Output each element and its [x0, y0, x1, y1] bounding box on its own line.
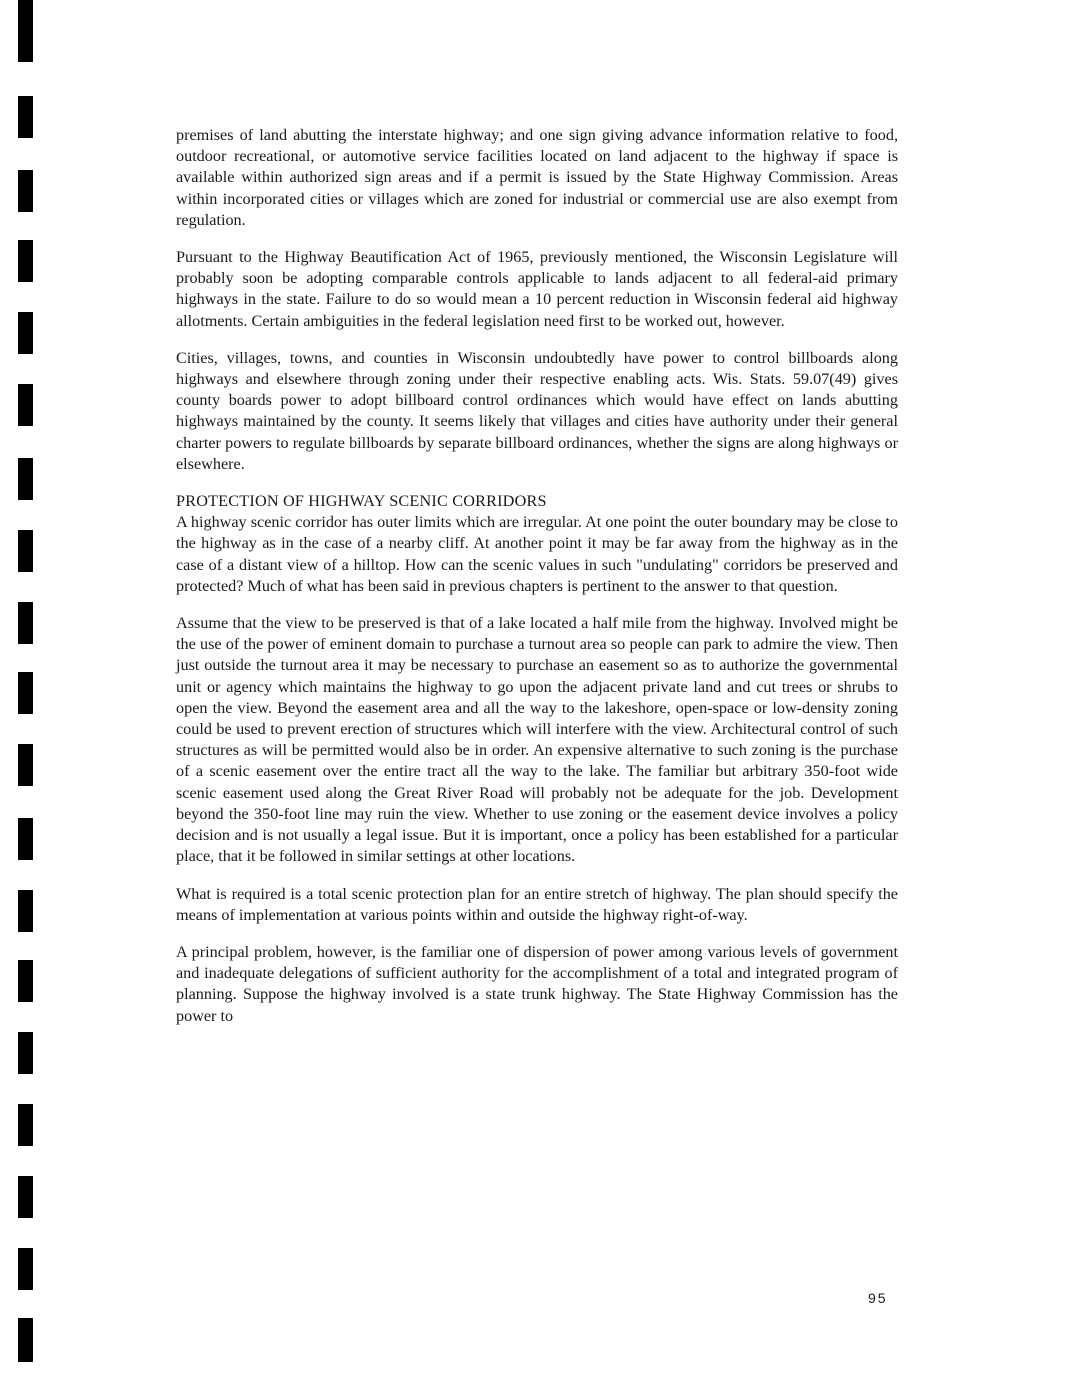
binding-mark	[18, 602, 33, 644]
binding-mark	[18, 1104, 33, 1146]
binding-mark	[18, 744, 33, 786]
page-body	[176, 125, 898, 1043]
binding-mark	[18, 672, 33, 714]
binding-mark	[18, 960, 33, 1002]
binding-mark	[18, 1318, 33, 1362]
binding-mark	[18, 96, 33, 138]
paragraph-beautification-act: Pursuant to the Highway Beautification Act of 1965, previously mentioned, the Wisconsin Legislature will probably soon be adopting comparable controls applicable to lands adjacent to all federal-aid primary highways in the state. Failure to do so would mean a 10 percent reduction in Wisconsin federal aid highway allotments. Certain ambiguities in the federal legislation need first to be worked out, however.	[176, 248, 898, 330]
binding-mark	[18, 1176, 33, 1218]
section-heading: PROTECTION OF HIGHWAY SCENIC CORRIDORS	[176, 492, 547, 511]
binding-mark	[18, 890, 33, 932]
binding-mark	[18, 1032, 33, 1074]
paragraph-sign-exemptions: premises of land abutting the interstate highway; and one sign giving advance information relative to food, outdoor recreational, or automotive service facilities located on land adjacent to the highway if space is available within authorized sign areas and if a permit is issued by the State Highway Commission. Areas within incorporated cities or villages which are zoned for industrial or commercial use are also exempt from regulation.	[176, 126, 898, 229]
binding-mark	[18, 0, 33, 62]
paragraph-scenic-corridor: A highway scenic corridor has outer limits which are irregular. At one point the outer boundary may be close to the highway as in the case of a nearby cliff. At another point it may be far away from the highway as in the case of a distant view of a hilltop. How can the scenic values in such "undulating" corridors be preserved and protected? Much of what has been said in previous chapters is pertinent to the answer to that question.	[176, 513, 898, 595]
binding-mark	[18, 170, 33, 212]
binding-mark	[18, 458, 33, 500]
binding-mark	[18, 384, 33, 426]
binding-mark	[18, 312, 33, 354]
page-number: 95	[868, 1290, 888, 1306]
binding-mark	[18, 1248, 33, 1290]
binding-mark	[18, 530, 33, 572]
paragraph-lake-view-example: Assume that the view to be preserved is that of a lake located a half mile from the highway. Involved might be the use of the power of eminent domain to purchase a turnout area so people can park to admire the view. Then just outside the turnout area it may be necessary to purchase an easement so as to authorize the governmental unit or agency which maintains the highway to go upon the adjacent private land and cut trees or shrubs to open the view. Beyond the easement area and all the way to the lakeshore, open-space or low-density zoning could be used to prevent erection of structures which will interfere with the view. Architectural control of such structures as will be permitted would also be in order. An expensive alternative to such zoning is the purchase of a scenic easement over the entire tract all the way to the lake. The familiar but arbitrary 350-foot wide scenic easement used along the Great River Road will probably not be adequate for the job. Development beyond the 350-foot line may ruin the view. Whether to use zoning or the easement device involves a policy decision and is not usually a legal issue. But it is important, once a policy has been established for a particular place, that it be followed in similar settings at other locations.	[176, 614, 898, 866]
paragraph-dispersion-of-power: A principal problem, however, is the familiar one of dispersion of power among various levels of government and inadequate delegations of sufficient authority for the accomplishment of a total and integrated program of planning. Suppose the highway involved is a state trunk highway. The State Highway Commission has the power to	[176, 942, 898, 1025]
binding-mark	[18, 818, 33, 860]
binding-mark	[18, 240, 33, 282]
paragraph-billboard-control: Cities, villages, towns, and counties in Wisconsin undoubtedly have power to control billboards along highways and elsewhere through zoning under their respective enabling acts. Wis. Stats. 59.07(49) gives county boards power to adopt billboard control ordinances which would have effect on lands abutting highways maintained by the county. It seems likely that villages and cities have authority under their general charter powers to regulate billboards by separate billboard ordinances, whether the signs are along highways or elsewhere.	[176, 348, 898, 473]
paragraph-protection-plan: What is required is a total scenic protection plan for an entire stretch of highway. The plan should specify the means of implementation at various points within and outside the highway right-of-way.	[176, 884, 898, 924]
binding-marks	[0, 0, 60, 1380]
